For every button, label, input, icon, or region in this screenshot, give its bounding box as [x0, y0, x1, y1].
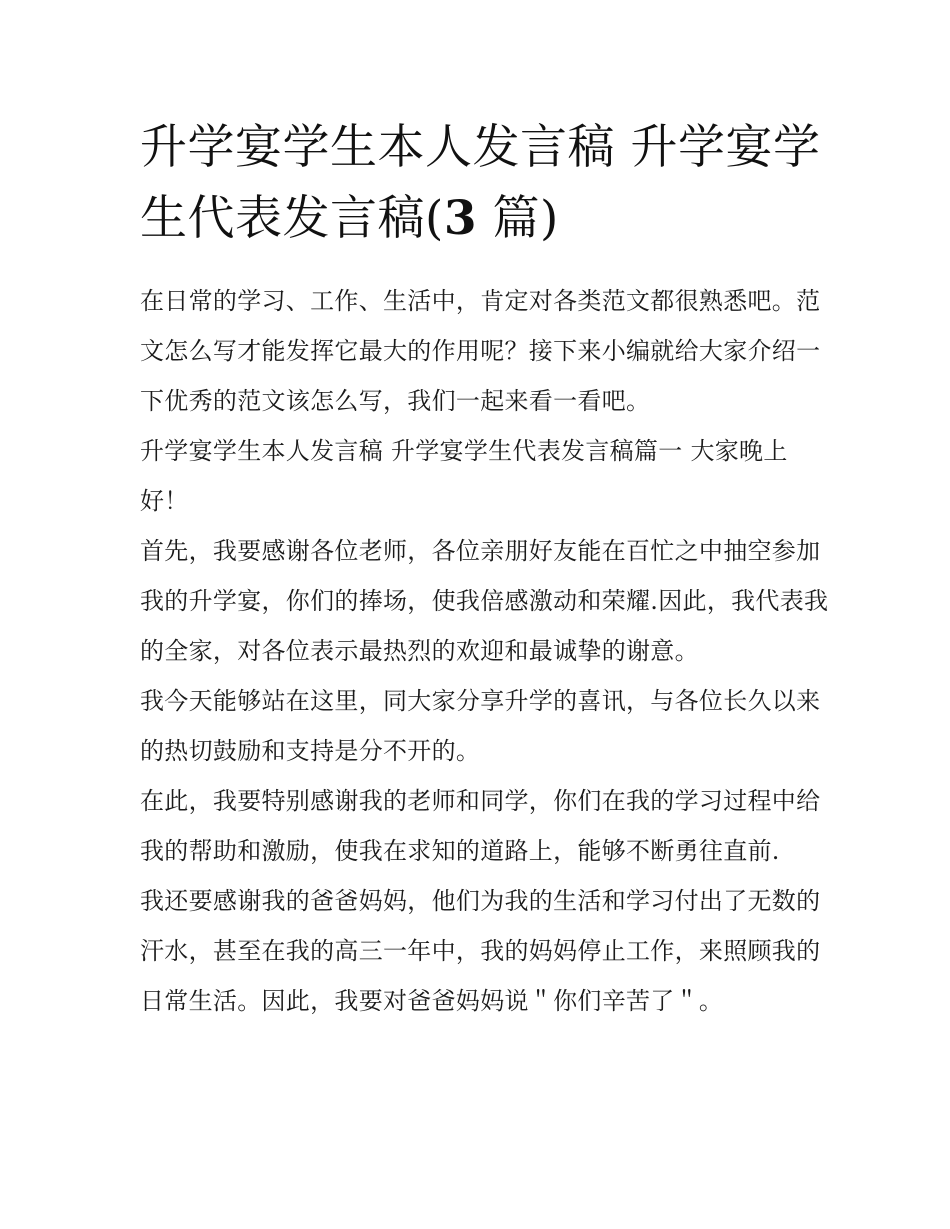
- paragraph-thanks-teachers: 在此，我要特别感谢我的老师和同学，你们在我的学习过程中给我的帮助和激励，使我在求知的道路上，能够不断勇往直前.: [140, 787, 821, 865]
- document-body: [140, 276, 830, 1026]
- paragraph-intro: 在日常的学习、工作、生活中，肯定对各类范文都很熟悉吧。范文怎么写才能发挥它最大的作用呢？接下来小编就给大家介绍一下优秀的范文该怎么写，我们一起来看一看吧。: [140, 287, 821, 415]
- paragraph-share-news: 我今天能够站在这里，同大家分享升学的喜讯，与各位长久以来的热切鼓励和支持是分不开的。: [140, 687, 821, 765]
- title-text-part1: 升学宴学生本人发言稿 升学宴学生代表发言稿(: [140, 120, 821, 246]
- paragraph-thanks-guests: 首先，我要感谢各位老师，各位亲朋好友能在百忙之中抽空参加我的升学宴，你们的捧场，使我倍感激动和荣耀.因此，我代表我的全家，对各位表示最热烈的欢迎和最诚挚的谢意。: [140, 537, 829, 665]
- page-title: [140, 112, 830, 254]
- title-text-part2: 篇): [477, 191, 559, 246]
- paragraph-thanks-parents: 我还要感谢我的爸爸妈妈，他们为我的生活和学习付出了无数的汗水，甚至在我的高三一年中，我的妈妈停止工作，来照顾我的日常生活。因此，我要对爸爸妈妈说＂你们辛苦了＂。: [140, 887, 821, 1015]
- paragraph-heading-greeting: 升学宴学生本人发言稿 升学宴学生代表发言稿篇一 大家晚上好！: [140, 437, 788, 515]
- title-count: 3: [443, 191, 478, 246]
